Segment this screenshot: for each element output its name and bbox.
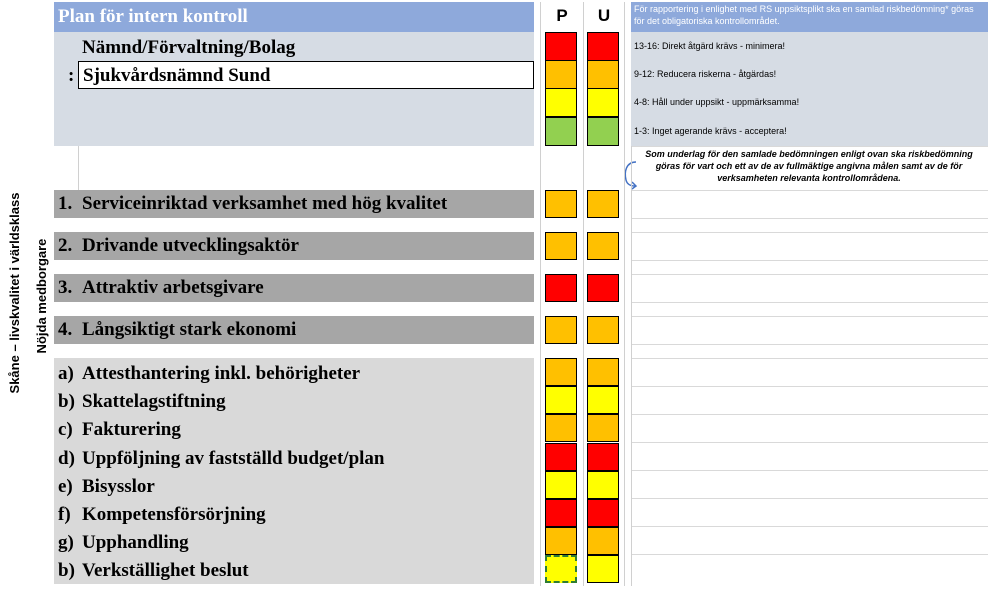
grid-line [631,554,988,555]
goal-number: 3. [58,277,73,298]
control-area-label: Uppföljning av fastställd budget/plan [82,447,385,469]
page-title: Plan för intern kontroll [58,6,248,27]
goal-row[interactable] [54,274,534,302]
legend-swatch-u [587,88,619,117]
col-header-p: P [556,6,568,25]
assessment-note: Som underlag för den samlade bedömningen enligt ovan ska riskbedömning göras för vart och ett av de av fullmäktige angivna målen samt av de för verksamheten relevanta kontrollområdena. [645,149,973,183]
legend-item-text: 13-16: Direkt åtgärd krävs - minimera! [634,41,786,51]
risk-cell-u[interactable] [587,316,619,344]
legend-info-text: För rapportering i enlighet med RS uppsiktsplikt ska en samlad riskbedömning* göras för det obligatoriska kontrollområdet. [634,4,974,26]
risk-cell-p[interactable] [545,499,577,527]
control-area-label: Upphandling [82,532,189,554]
col-header-u: U [597,6,611,25]
risk-cell-u[interactable] [587,555,619,583]
risk-cell-p[interactable] [545,358,577,386]
risk-cell-p[interactable] [545,443,577,471]
legend-swatch-p [545,60,577,89]
goal-label: Drivande utvecklingsaktör [82,235,299,256]
goal-number: 4. [58,319,73,340]
org-prefix: : [68,65,75,86]
legend-swatch-u [587,117,619,146]
legend-swatch-u [587,60,619,89]
goal-number: 1. [58,193,73,214]
grid-line [631,414,988,415]
risk-cell-p[interactable] [545,190,577,218]
grid-line [631,146,988,147]
control-area-letter: g) [58,532,74,554]
risk-cell-p[interactable] [545,555,577,583]
grid-line [631,232,988,233]
grid-line [624,2,625,586]
side-label-outer: Skåne – livskvalitet i världsklass [7,192,22,394]
goal-row[interactable] [54,232,534,260]
risk-cell-u[interactable] [587,386,619,414]
control-area-letter: b) [58,391,75,413]
goal-row[interactable] [54,190,534,218]
risk-cell-p[interactable] [545,386,577,414]
grid-line [631,358,988,359]
org-label: Nämnd/Förvaltning/Bolag [82,37,296,58]
goal-label: Serviceinriktad verksamhet med hög kvalitet [82,193,448,214]
risk-cell-u[interactable] [587,527,619,555]
control-area-row[interactable] [54,388,534,416]
legend-swatch-p [545,117,577,146]
goal-row[interactable] [54,316,534,344]
risk-cell-u[interactable] [587,274,619,302]
grid-line [631,218,988,219]
goal-label: Långsiktigt stark ekonomi [82,319,297,340]
grid-line [583,2,584,586]
side-label-inner: Nöjda medborgare [34,238,49,354]
control-area-letter: e) [58,475,73,497]
grid-line [631,526,988,527]
control-area-row[interactable] [54,416,534,444]
control-area-row[interactable] [54,360,534,388]
grid-line [631,344,988,345]
grid-line [631,470,988,471]
risk-cell-u[interactable] [587,471,619,499]
legend-swatch-p [545,88,577,117]
risk-cell-u[interactable] [587,414,619,442]
grid-line [631,386,988,387]
grid-line [631,274,988,275]
grid-line [631,316,988,317]
org-input[interactable]: Sjukvårdsnämnd Sund [78,61,534,89]
legend-swatch-p [545,32,577,61]
risk-cell-u[interactable] [587,358,619,386]
control-area-letter: d) [58,447,75,469]
goal-label: Attraktiv arbetsgivare [82,277,264,298]
risk-cell-u[interactable] [587,443,619,471]
grid-line [631,190,988,191]
control-area-label: Verkställighet beslut [82,560,249,582]
risk-cell-p[interactable] [545,232,577,260]
control-area-label: Skattelagstiftning [82,391,226,413]
control-area-row[interactable] [54,473,534,501]
goal-number: 2. [58,235,73,256]
grid-line [631,146,632,586]
control-area-row[interactable] [54,501,534,529]
risk-cell-p[interactable] [545,471,577,499]
control-area-row[interactable] [54,557,534,585]
legend-item-text: 1-3: Inget agerande krävs - acceptera! [634,126,787,136]
legend-item-text: 4-8: Håll under uppsikt - uppmärksamma! [634,97,800,107]
control-area-row[interactable] [54,529,534,557]
grid-line [631,442,988,443]
legend-swatch-u [587,32,619,61]
control-area-letter: b) [58,560,75,582]
risk-cell-u[interactable] [587,190,619,218]
risk-cell-p[interactable] [545,527,577,555]
control-area-letter: c) [58,419,73,441]
control-area-row[interactable] [54,445,534,473]
control-area-label: Kompetensförsörjning [82,504,266,525]
grid-line [631,302,988,303]
control-area-label: Bisysslor [82,475,155,497]
control-area-label: Fakturering [82,419,181,441]
legend-item-text: 9-12: Reducera riskerna - åtgärdas! [634,69,777,79]
risk-cell-u[interactable] [587,499,619,527]
grid-line [540,2,541,586]
risk-cell-p[interactable] [545,414,577,442]
grid-line [631,498,988,499]
grid-line [631,260,988,261]
risk-cell-u[interactable] [587,232,619,260]
control-area-label: Attesthantering inkl. behörigheter [82,363,361,384]
control-area-letter: f) [58,504,71,525]
risk-cell-p[interactable] [545,316,577,344]
risk-cell-p[interactable] [545,274,577,302]
grid-line [78,146,79,190]
control-area-letter: a) [58,363,74,384]
